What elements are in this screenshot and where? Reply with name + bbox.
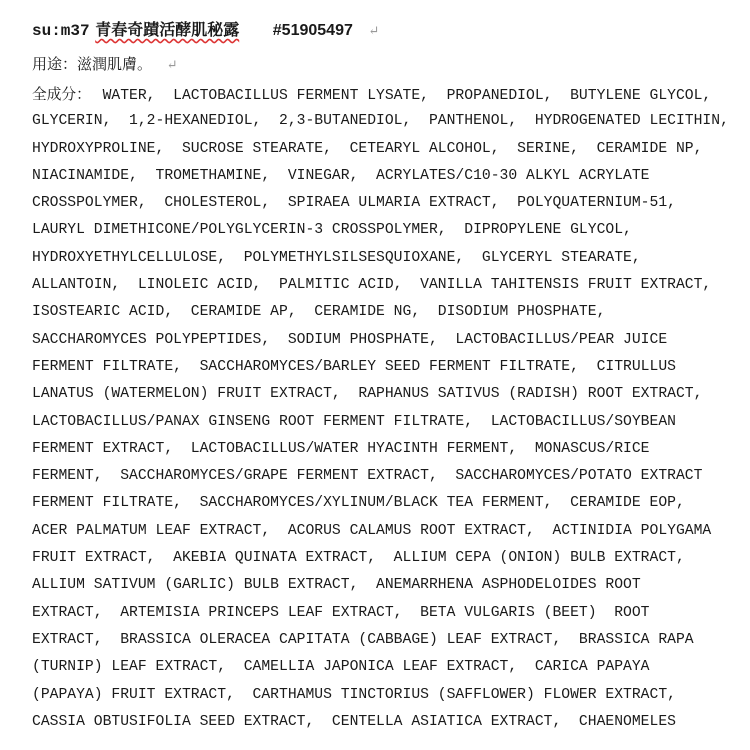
ingredient-line (32, 711, 729, 738)
ingredient-line-text: FERMENT EXTRACT, LACTOBACILLUS/WATER HYACINTH FERMENT, MONASCUS/RICE (32, 439, 650, 457)
ingredient-line (32, 411, 729, 438)
ingredient-line-text: FRUIT EXTRACT, AKEBIA QUINATA EXTRACT, ALLIUM CEPA (ONION) BULB EXTRACT, (32, 549, 685, 567)
ingredient-line-text: ISOSTEARIC ACID, CERAMIDE AP, CERAMIDE NG, DISODIUM PHOSPHATE, (32, 303, 606, 321)
ingredient-line (32, 438, 729, 465)
ingredient-line-text: LACTOBACILLUS/PANAX GINSENG ROOT FERMENT FILTRATE, LACTOBACILLUS/SOYBEAN (32, 412, 676, 430)
ingredient-line (32, 574, 729, 601)
ingredient-line-text: HYDROXYETHYLCELLULOSE, POLYMETHYLSILSESQUIOXANE, GLYCERYL STEARATE, (32, 248, 641, 266)
usage-text: 用途：滋潤肌膚。 (32, 55, 153, 73)
ingredient-line (32, 520, 729, 547)
ingredient-line-text: CROSSPOLYMER, CHOLESTEROL, SPIRAEA ULMARIA EXTRACT, POLYQUATERNIUM-51, (32, 194, 676, 212)
product-number: #51905497 (272, 22, 353, 39)
ingredient-line-text: ALLIUM SATIVUM (GARLIC) BULB EXTRACT, ANEMARRHENA ASPHODELOIDES ROOT (32, 576, 641, 594)
ingredient-line-text: FERMENT FILTRATE, SACCHAROMYCES/BARLEY SEED FERMENT FILTRATE, CITRULLUS (32, 357, 676, 375)
ingredient-line-text: GLYCERIN, 1,2-HEXANEDIOL, 2,3-BUTANEDIOL, PANTHENOL, HYDROGENATED LECITHIN, (32, 112, 729, 130)
ingredient-line-text: CASSIA OBTUSIFOLIA SEED EXTRACT, CENTELLA ASIATICA EXTRACT, CHAENOMELES (32, 712, 676, 730)
ingredient-line (32, 602, 729, 629)
ingredient-line-text: (PAPAYA) FRUIT EXTRACT, CARTHAMUS TINCTORIUS (SAFFLOWER) FLOWER EXTRACT, (32, 685, 676, 703)
ingredient-line-text: ACER PALMATUM LEAF EXTRACT, ACORUS CALAMUS ROOT EXTRACT, ACTINIDIA POLYGAMA (32, 521, 712, 539)
ingredient-line-text: EXTRACT, BRASSICA OLERACEA CAPITATA (CABBAGE) LEAF EXTRACT, BRASSICA RAPA (32, 630, 694, 648)
ingredient-line (32, 684, 729, 711)
ingredient-line (32, 547, 729, 574)
document-title (32, 17, 379, 40)
paragraph-mark-icon: ↵ (368, 24, 380, 39)
ingredient-line (32, 492, 729, 519)
ingredient-line-text: HYDROXYPROLINE, SUCROSE STEARATE, CETEARYL ALCOHOL, SERINE, CERAMIDE NP, (32, 139, 703, 157)
ingredient-line-text: ALLANTOIN, LINOLEIC ACID, PALMITIC ACID, VANILLA TAHITENSIS FRUIT EXTRACT, (32, 276, 712, 294)
ingredient-line-text: NIACINAMIDE, TROMETHAMINE, VINEGAR, ACRYLATES/C10-30 ALKYL ACRYLATE (32, 166, 650, 184)
ingredient-line-text: EXTRACT, ARTEMISIA PRINCEPS LEAF EXTRACT, BETA VULGARIS (BEET) ROOT (32, 603, 650, 621)
ingredient-line (32, 274, 729, 301)
paragraph-mark-icon: ↵ (166, 58, 178, 73)
ingredient-line (32, 383, 729, 410)
ingredient-line-text: (TURNIP) LEAF EXTRACT, CAMELLIA JAPONICA LEAF EXTRACT, CARICA PAPAYA (32, 658, 650, 676)
ingredient-line (32, 465, 729, 492)
ingredient-line-text: SACCHAROMYCES POLYPEPTIDES, SODIUM PHOSPHATE, LACTOBACILLUS/PEAR JUICE (32, 330, 668, 348)
ingredient-line (32, 247, 729, 274)
ingredient-line (32, 656, 729, 683)
ingredient-line-text: FERMENT, SACCHAROMYCES/GRAPE FERMENT EXTRACT, SACCHAROMYCES/POTATO EXTRACT (32, 467, 703, 485)
ingredient-line (32, 192, 729, 219)
ingredient-line-text: LANATUS (WATERMELON) FRUIT EXTRACT, RAPHANUS SATIVUS (RADISH) ROOT EXTRACT, (32, 385, 703, 403)
ingredient-line (32, 301, 729, 328)
ingredient-line (32, 138, 729, 165)
ingredients-label: 全成分： (32, 85, 91, 103)
product-name: 青春奇蹟活酵肌秘露 (95, 20, 240, 39)
product-code: su:m37 (32, 22, 90, 40)
ingredient-line (32, 110, 729, 137)
ingredient-line-text: FERMENT FILTRATE, SACCHAROMYCES/XYLINUM/BLACK TEA FERMENT, CERAMIDE EOP, (32, 494, 685, 512)
ingredient-line (32, 219, 729, 246)
usage-line (32, 53, 178, 74)
ingredient-line (32, 629, 729, 656)
ingredient-line-text: WATER, LACTOBACILLUS FERMENT LYSATE, PROPANEDIOL, BUTYLENE GLYCOL, (102, 87, 712, 104)
ingredient-line (32, 83, 729, 110)
ingredients-list (32, 83, 743, 738)
ingredient-line-text: LAURYL DIMETHICONE/POLYGLYCERIN-3 CROSSPOLYMER, DIPROPYLENE GLYCOL, (32, 221, 632, 239)
ingredient-line (32, 165, 729, 192)
ingredient-line (32, 356, 729, 383)
ingredient-line (32, 329, 729, 356)
